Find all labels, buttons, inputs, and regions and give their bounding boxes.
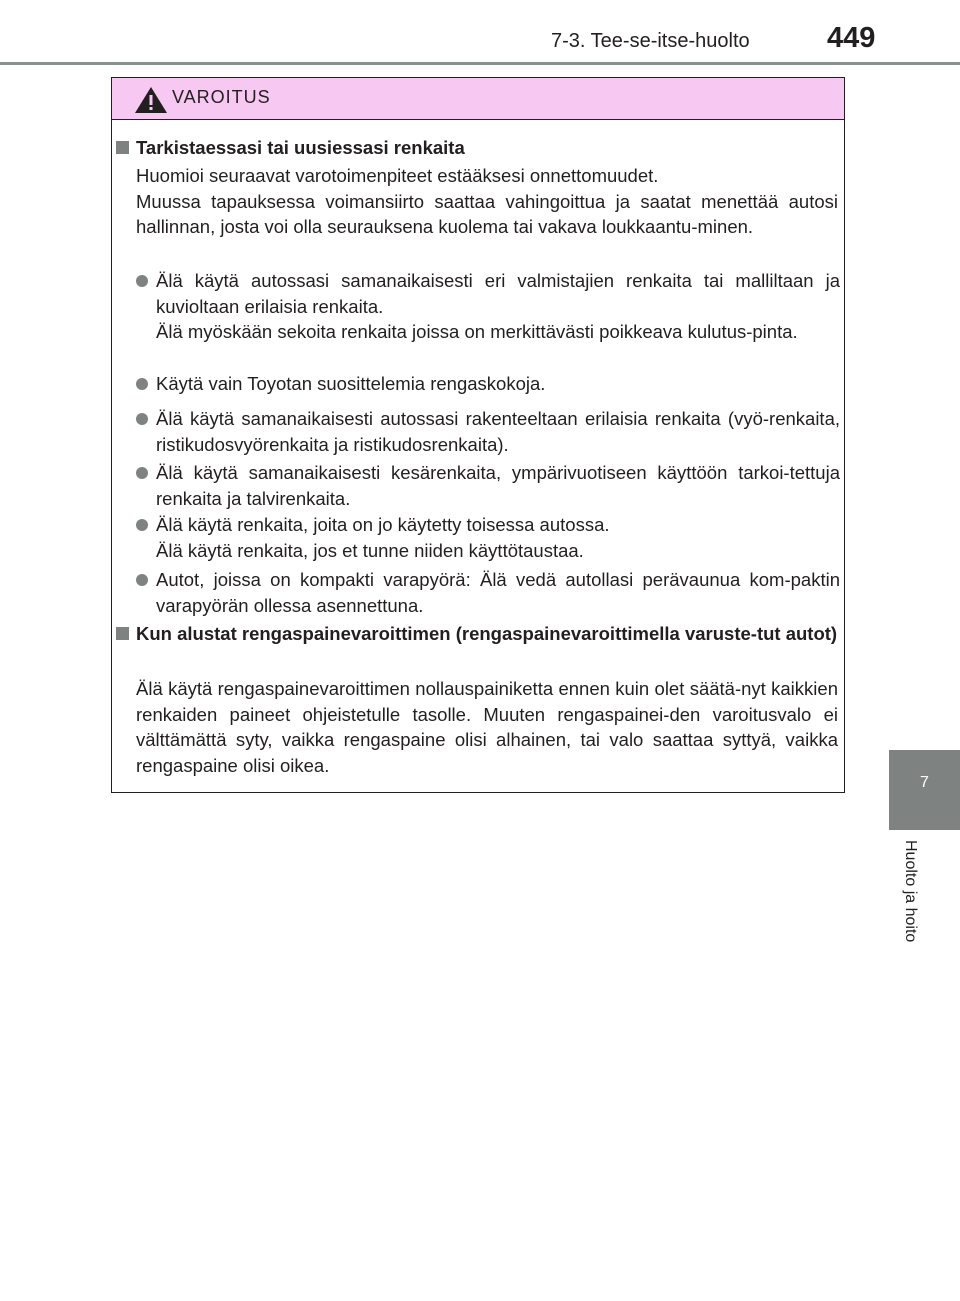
list-item: [136, 268, 840, 345]
section-heading-text: Tarkistaessasi tai uusiessasi renkaita: [136, 137, 465, 158]
list-item: [136, 371, 840, 397]
chapter-number: 7: [920, 774, 929, 791]
round-bullet-icon: [136, 275, 148, 287]
list-item: [136, 567, 840, 618]
round-bullet-icon: [136, 467, 148, 479]
square-bullet-icon: [116, 141, 129, 154]
chapter-tab: [889, 750, 960, 830]
list-item-text: Autot, joissa on kompakti varapyörä: Älä vedä autollasi perävaunua kom-paktin varapyörän ollessa asennettuna.: [156, 569, 840, 616]
list-item: [136, 460, 840, 511]
warning-box: [111, 77, 845, 793]
round-bullet-icon: [136, 378, 148, 390]
warning-title: VAROITUS: [172, 87, 271, 107]
round-bullet-icon: [136, 574, 148, 586]
page-number: 449: [827, 22, 876, 54]
header-divider: [0, 62, 960, 65]
paragraph: Huomioi seuraavat varotoimenpiteet estääksesi onnettomuudet. Muussa tapauksessa voimansiirto saattaa vahingoittua ja saatat menettää autosi hallinnan, josta voi olla seurauksena kuolema tai vakava loukkaantu-minen.: [136, 165, 838, 237]
list-item-text: Älä käytä samanaikaisesti kesärenkaita, ympärivuotiseen käyttöön tarkoi-tettuja renkaita ja talvirenkaita.: [156, 462, 840, 509]
paragraph: Älä käytä rengaspainevaroittimen nollauspainiketta ennen kuin olet säätä-nyt kaikkien renkaiden paineet ohjeistetulle tasolle. Muuten rengaspainei-den varoitusvalo ei välttämättä syty, vaikka rengaspaine olisi alhainen, tai valo saattaa syttyä, vaikka rengaspaine olisi oikea.: [136, 678, 838, 776]
list-item-text: Älä käytä autossasi samanaikaisesti eri valmistajien renkaita tai malliltaan ja kuvioltaan erilaisia renkaita. Älä myöskään sekoita renkaita joissa on merkittävästi poikkeava kulutus-pinta.: [156, 270, 840, 342]
section-title: 7-3. Tee-se-itse-huolto: [551, 30, 750, 52]
section-heading-tire-check: [116, 135, 842, 160]
list-item: [136, 406, 840, 457]
square-bullet-icon: [116, 627, 129, 640]
section-heading-tpws-reset: [116, 621, 842, 646]
section-heading-text: Kun alustat rengaspainevaroittimen (rengaspainevaroittimella varuste-tut autot): [136, 623, 838, 644]
round-bullet-icon: [136, 519, 148, 531]
round-bullet-icon: [136, 413, 148, 425]
list-item-text: Älä käytä samanaikaisesti autossasi rakenteeltaan erilaisia renkaita (vyö-renkaita, ristikudosvyörenkaita ja ristikudosrenkaita).: [156, 408, 840, 455]
list-item: [136, 512, 840, 563]
chapter-label-text: Huolto ja hoito: [902, 840, 919, 943]
list-item-text: Käytä vain Toyotan suosittelemia rengaskokoja.: [156, 373, 546, 394]
list-item-text: Älä käytä renkaita, joita on jo käytetty toisessa autossa. Älä käytä renkaita, jos et tunne niiden käyttötaustaa.: [156, 514, 610, 561]
warning-header: [112, 78, 844, 120]
warning-triangle-icon: [134, 86, 168, 114]
chapter-label: [897, 840, 921, 970]
